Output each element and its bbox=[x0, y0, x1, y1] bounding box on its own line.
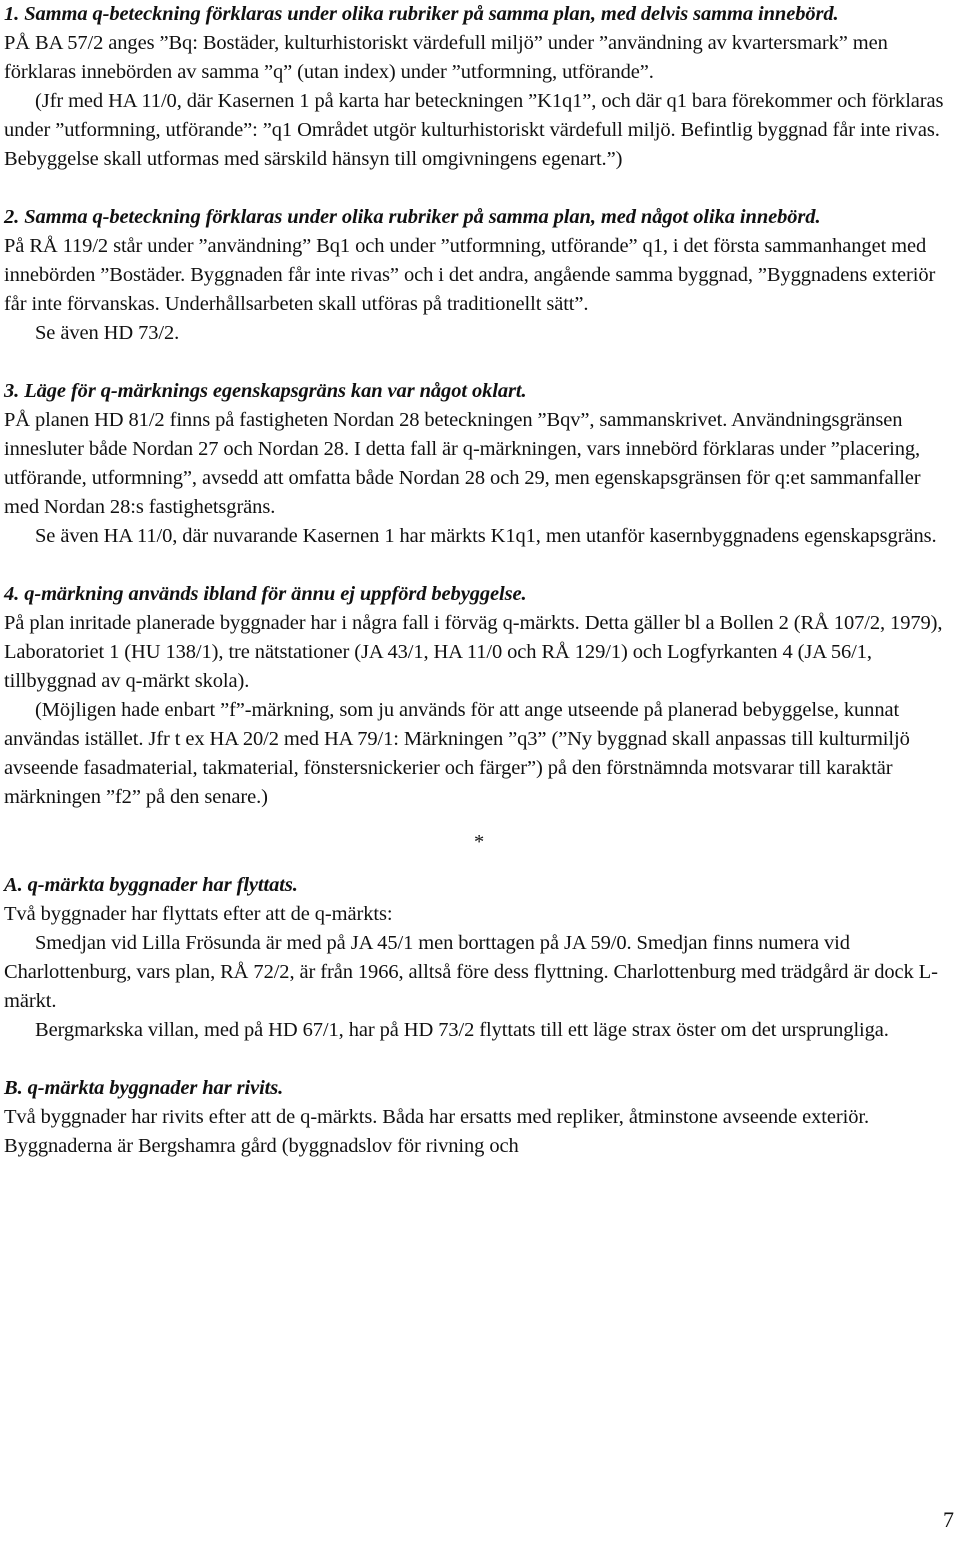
section-separator: * bbox=[474, 831, 485, 853]
paragraph: PÅ BA 57/2 anges ”Bq: Bostäder, kulturhistoriskt värdefull miljö” under ”användning av kvartersmark” men förklaras innebörden av samma ”q” (utan index) under ”utformning, utförande”. bbox=[4, 32, 888, 83]
section-heading: 3. Läge för q-märknings egenskapsgräns kan var något oklart. bbox=[4, 380, 527, 402]
paragraph: (Möjligen hade enbart ”f”-märkning, som ju används för att ange utseende på planerad bebyggelse, kunnat användas istället. Jfr t ex HA 20/2 med HA 79/1: Märkningen ”q3” (”Ny byggnad skall anpassas till kulturmiljö avseende fasadmaterial, takmaterial, fönstersnickerier och färger”) på den förstnämnda motsvarar till karaktär märkningen ”f2” på den senare.) bbox=[4, 699, 910, 808]
paragraph: På plan inritade planerade byggnader har i några fall i förväg q-märkts. Detta gäller bl a Bollen 2 (RÅ 107/2, 1979), Laboratoriet 1 (HU 138/1), tre nätstationer (JA 43/1, HA 11/0 och RÅ 129/1) och Logfyrkanten 4 (JA 56/1, tillbyggnad av q-märkt skola). bbox=[4, 612, 943, 692]
section-a bbox=[4, 871, 956, 1045]
paragraph: Bergmarkska villan, med på HD 67/1, har på HD 73/2 flyttats till ett läge strax öster om det ursprungliga. bbox=[35, 1019, 889, 1041]
paragraph: (Jfr med HA 11/0, där Kasernen 1 på karta har beteckningen ”K1q1”, och där q1 bara förekommer och förklaras under ”utformning, utförande”: ”q1 Området utgör kulturhistoriskt värdefull miljö. Befintlig byggnad får inte rivas. Bebyggelse skall utformas med särskild hänsyn till omgivningens egenart.”) bbox=[4, 90, 944, 170]
section-heading: A. q-märkta byggnader har flyttats. bbox=[4, 874, 298, 896]
section-4 bbox=[4, 580, 956, 812]
paragraph: Två byggnader har rivits efter att de q-märkts. Båda har ersatts med repliker, åtminstone avseende exteriör. Byggnaderna är Bergshamra gård (byggnadslov för rivning och bbox=[4, 1106, 869, 1157]
document-page bbox=[4, 0, 956, 1161]
section-1 bbox=[4, 0, 956, 174]
section-heading: 1. Samma q-beteckning förklaras under olika rubriker på samma plan, med delvis samma innebörd. bbox=[4, 3, 839, 25]
paragraph: PÅ planen HD 81/2 finns på fastigheten Nordan 28 beteckningen ”Bqv”, sammanskrivet. Användningsgränsen innesluter både Nordan 27 och Nordan 28. I detta fall är q-märkningen, vars innebörd förklaras under ”placering, utförande, utformning”, avsedd att omfatta både Nordan 28 och 29, men egenskapsgränsen för q:et sammanfaller med Nordan 28:s fastighetsgräns. bbox=[4, 409, 921, 518]
paragraph: Se även HD 73/2. bbox=[35, 322, 180, 344]
section-heading: B. q-märkta byggnader har rivits. bbox=[4, 1077, 284, 1099]
section-3 bbox=[4, 377, 956, 551]
paragraph: Smedjan vid Lilla Frösunda är med på JA 45/1 men borttagen på JA 59/0. Smedjan finns numera vid Charlottenburg, vars plan, RÅ 72/2, är från 1966, alltså före dess flyttning. Charlottenburg med trädgård är dock L-märkt. bbox=[4, 932, 938, 1012]
section-2 bbox=[4, 203, 956, 348]
section-heading: 4. q-märkning används ibland för ännu ej uppförd bebyggelse. bbox=[4, 583, 527, 605]
page-number: 7 bbox=[943, 1507, 954, 1532]
section-b bbox=[4, 1074, 956, 1161]
section-heading: 2. Samma q-beteckning förklaras under olika rubriker på samma plan, med något olika innebörd. bbox=[4, 206, 821, 228]
paragraph: Se även HA 11/0, där nuvarande Kasernen 1 har märkts K1q1, men utanför kasernbyggnadens egenskapsgräns. bbox=[35, 525, 937, 547]
paragraph: På RÅ 119/2 står under ”användning” Bq1 och under ”utformning, utförande” q1, i det första sammanhanget med innebörden ”Bostäder. Byggnaden får inte rivas” och i det andra, angående samma byggnad, ”Byggnadens exteriör får inte förvanskas. Underhållsarbeten skall utföras på traditionellt sätt”. bbox=[4, 235, 936, 315]
paragraph: Två byggnader har flyttats efter att de q-märkts: bbox=[4, 903, 393, 925]
